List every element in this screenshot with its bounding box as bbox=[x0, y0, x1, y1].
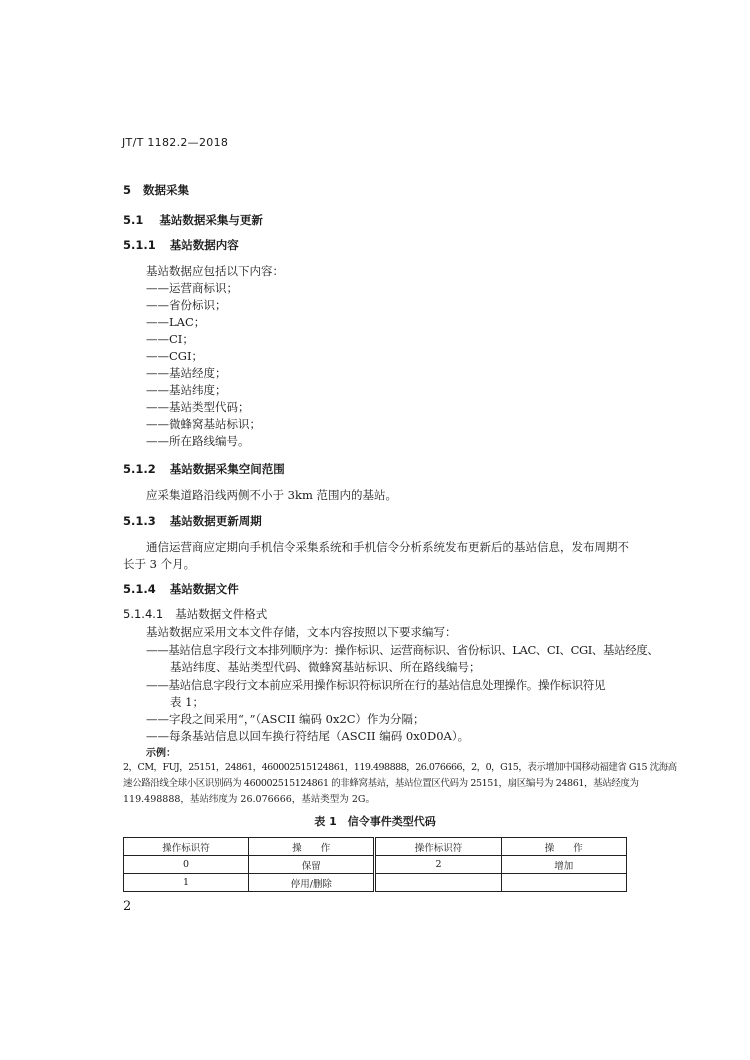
document-header: JT/T 1182.2—2018 bbox=[122, 136, 229, 149]
table-header-row bbox=[124, 838, 627, 856]
list-item: ——字段之间采用“，”（ASCII 编码 0x2C）作为分隔； bbox=[146, 712, 425, 726]
section-number: 5.1.1 bbox=[123, 238, 156, 252]
list-item: ——基站信息字段行文本前应采用操作标识符标识所在行的基站信息处理操作。操作标识符见 bbox=[146, 678, 606, 692]
table-header-cell: 操作标识符 bbox=[124, 838, 249, 856]
list-item: ——CI； bbox=[146, 332, 194, 346]
section-number: 5.1 bbox=[123, 213, 144, 227]
section-5-1-4-heading bbox=[123, 581, 239, 597]
list-item: ——基站类型代码； bbox=[146, 400, 250, 414]
section-number: 5.1.3 bbox=[123, 514, 156, 528]
list-item: ——省份标识； bbox=[146, 298, 227, 312]
table-cell: 0 bbox=[124, 856, 249, 874]
paragraph-intro: 基站数据应包括以下内容： bbox=[146, 264, 284, 278]
example-label: 示例： bbox=[146, 748, 176, 759]
paragraph-line: 通信运营商应定期向手机信令采集系统和手机信令分析系统发布更新后的基站信息，发布周期不 bbox=[146, 540, 629, 554]
list-item: ——基站经度； bbox=[146, 366, 227, 380]
example-line: 119.498888，基站纬度为 26.076666，基站类型为 2G。 bbox=[123, 794, 375, 805]
list-item: ——基站信息字段行文本排列顺序为：操作标识、运营商标识、省份标识、LAC、CI、CGI、基站经度、 bbox=[146, 643, 659, 657]
table-row bbox=[124, 874, 627, 892]
operation-code-table bbox=[123, 837, 627, 892]
table-header-cell: 操 作 bbox=[249, 838, 375, 856]
list-item: ——CGI； bbox=[146, 349, 204, 363]
table-caption: 表 1 信令事件类型代码 bbox=[314, 815, 436, 828]
table-cell bbox=[375, 874, 501, 892]
list-item-continuation: 表 1； bbox=[170, 695, 204, 709]
table-cell: 停用/删除 bbox=[249, 874, 375, 892]
list-item: ——每条基站信息以回车换行符结尾（ASCII 编码 0x0D0A）。 bbox=[146, 729, 470, 743]
table-cell: 增加 bbox=[501, 856, 626, 874]
paragraph: 应采集道路沿线两侧不小于 3km 范围内的基站。 bbox=[146, 488, 397, 502]
list-item: ——所在路线编号。 bbox=[146, 434, 250, 448]
section-title: 基站数据内容 bbox=[169, 238, 239, 252]
list-item: ——微蜂窝基站标识； bbox=[146, 417, 261, 431]
table-cell: 保留 bbox=[249, 856, 375, 874]
table-header-cell: 操 作 bbox=[501, 838, 626, 856]
section-title: 基站数据文件格式 bbox=[175, 607, 268, 621]
example-text bbox=[123, 760, 677, 808]
section-title: 基站数据文件 bbox=[169, 582, 239, 596]
table-row bbox=[124, 856, 627, 874]
content-list bbox=[146, 280, 261, 450]
paragraph-intro: 基站数据应采用文本文件存储，文本内容按照以下要求编写： bbox=[146, 625, 457, 639]
section-5-1-1-heading bbox=[123, 237, 239, 253]
table-header-cell: 操作标识符 bbox=[375, 838, 501, 856]
table-cell bbox=[501, 874, 626, 892]
section-5-1-4-1-heading bbox=[123, 606, 267, 622]
table-cell: 1 bbox=[124, 874, 249, 892]
section-number: 5.1.2 bbox=[123, 462, 156, 476]
list-item: ——LAC； bbox=[146, 315, 206, 329]
section-title: 基站数据更新周期 bbox=[169, 514, 262, 528]
section-title: 数据采集 bbox=[143, 183, 190, 197]
list-item: ——运营商标识； bbox=[146, 281, 238, 295]
section-5-1-3-heading bbox=[123, 513, 262, 529]
list-item-continuation: 基站纬度、基站类型代码、微蜂窝基站标识、所在路线编号； bbox=[170, 660, 481, 674]
section-5-1-2-heading bbox=[123, 461, 285, 477]
section-title: 基站数据采集与更新 bbox=[159, 213, 263, 227]
paragraph-line: 长于 3 个月。 bbox=[123, 557, 196, 571]
section-5-heading bbox=[123, 182, 189, 198]
example-line: 速公路沿线全球小区识别码为 460002515124861 的非蜂窝基站，基站位置区代码为 25151，扇区编号为 24861，基站经度为 bbox=[123, 778, 639, 789]
section-number: 5.1.4.1 bbox=[123, 607, 164, 621]
section-5-1-heading bbox=[123, 212, 263, 228]
section-number: 5.1.4 bbox=[123, 582, 156, 596]
example-line: 2，CM，FUJ，25151，24861，460002515124861，119.498888，26.076666，2，0，G15，表示增加中国移动福建省 G15 沈海高 bbox=[123, 762, 677, 773]
page-number: 2 bbox=[123, 899, 132, 914]
section-number: 5 bbox=[123, 183, 132, 197]
list-item: ——基站纬度； bbox=[146, 383, 227, 397]
table-cell: 2 bbox=[375, 856, 501, 874]
section-title: 基站数据采集空间范围 bbox=[169, 462, 285, 476]
